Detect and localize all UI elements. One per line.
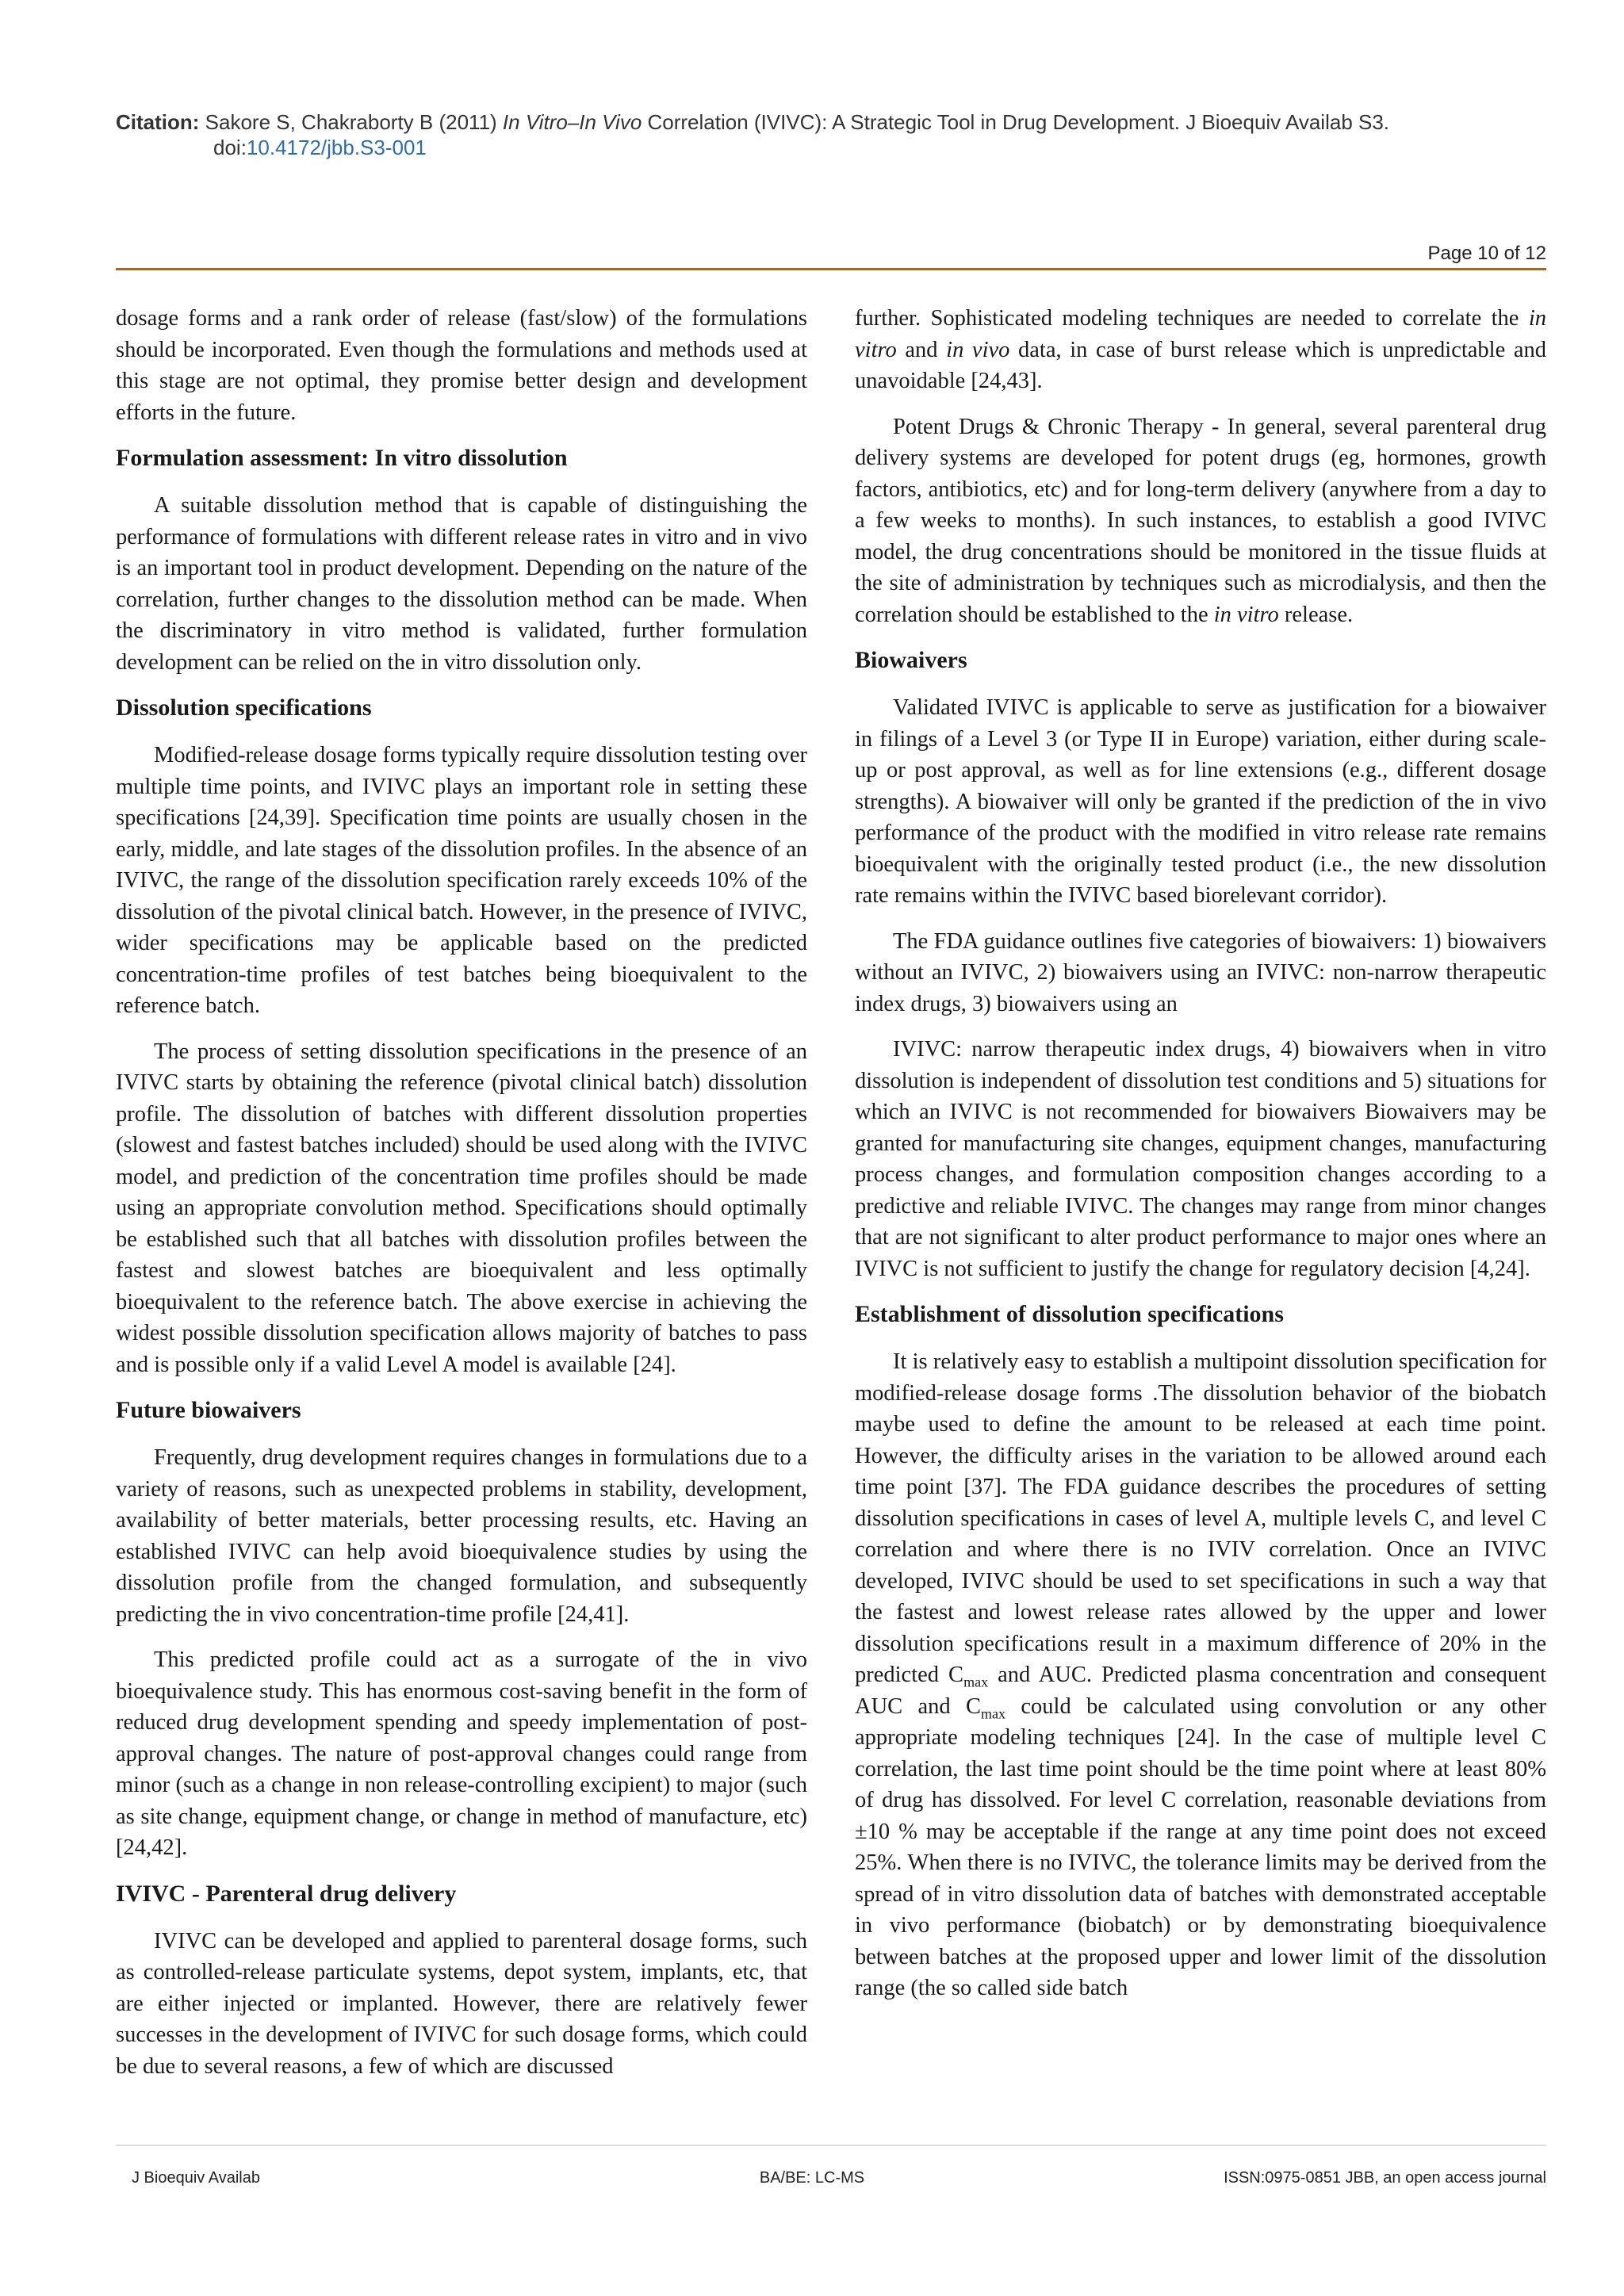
doi-prefix: doi: [213,136,247,159]
citation-title-italic: In Vitro–In Vivo [502,110,642,134]
paragraph: further. Sophisticated modeling techniques are needed to correlate the in vitro and in vivo data, in case of burst release which is unpredictable and unavoidable [24,43]. [855,306,1547,393]
citation-title: Correlation (IVIVC): A Strategic Tool in Drug Development. J Bioequiv Availab S3. [642,110,1390,134]
footer-journal: J Bioequiv Availab [132,2169,260,2187]
section-heading: Future biowaivers [116,1397,301,1423]
section-heading: Formulation assessment: In vitro dissolution [116,445,568,471]
paragraph: This predicted profile could act as a surrogate of the in vivo bioequivalence study. This has enormous cost-saving benefit in the form of reduced drug development spending and speedy implementation of post-approval changes. The nature of post-approval changes could range from minor (such as a change in non release-controlling excipient) to major (such as site change, equipment change, or change in method of manufacture, etc) [24,42]. [116,1647,807,1860]
left-column [116,303,807,2096]
footer-issn: ISSN:0975-0851 JBB, an open access journal [1224,2169,1546,2187]
paragraph: The process of setting dissolution specifications in the presence of an IVIVC starts by obtaining the reference (pivotal clinical batch) dissolution profile. The dissolution of batches with different dissolution properties (slowest and fastest batches included) should be used along with the IVIVC model, and prediction of the concentration time profiles should be made using an appropriate convolution method. Specifications should optimally be established such that all batches with dissolution profiles between the fastest and slowest batches are bioequivalent and less optimally bioequivalent to the reference batch. The above exercise in achieving the widest possible dissolution specification allows majority of batches to pass and is possible only if a valid Level A model is available [24]. [116,1039,807,1377]
page-number: Page 10 of 12 [1427,243,1546,264]
footer-divider [116,2145,1546,2146]
paragraph: dosage forms and a rank order of release (fast/slow) of the formulations should be incorporated. Even though the formulations and methods used at this stage are not optimal, they promise better design and development efforts in the future. [116,306,807,425]
section-heading: Establishment of dissolution specifications [855,1301,1284,1327]
paragraph: IVIVC can be developed and applied to parenteral dosage forms, such as controlled-release particulate systems, depot system, implants, etc, that are either injected or implanted. However, there are relatively fewer successes in the development of IVIVC for such dosage forms, which could be due to several reasons, a few of which are discussed [116,1928,807,2079]
doi-link[interactable]: 10.4172/jbb.S3-001 [246,136,427,159]
paragraph: Validated IVIVC is applicable to serve as justification for a biowaiver in filings of a Level 3 (or Type II in Europe) variation, either during scale-up or post approval, as well as for line extensions (e.g., different dosage strengths). A biowaiver will only be granted if the prediction of the in vivo performance of the product with the modified in vitro release rate remains bioequivalent with the originally tested product (i.e., the new dissolution rate remains within the IVIVC based biorelevant corridor). [855,695,1546,908]
section-heading: Biowaivers [855,647,967,673]
section-heading: IVIVC - Parenteral drug delivery [116,1880,457,1907]
section-heading: Dissolution specifications [116,695,372,721]
citation-label: Citation: [116,110,200,134]
paragraph: A suitable dissolution method that is capable of distinguishing the performance of formulations with different release rates in vitro and in vivo is an important tool in product development. Depending on the nature of the correlation, further changes to the dissolution method can be made. When the discriminatory in vitro method is validated, further formulation development can be relied on the in vitro dissolution only. [116,493,807,675]
footer-topic: BA/BE: LC-MS [759,2169,865,2187]
citation-header [116,109,1546,160]
header-divider [116,268,1546,270]
paragraph: The FDA guidance outlines five categories of biowaivers: 1) biowaivers without an IVIVC, 2) biowaivers using an IVIVC: non-narrow therapeutic index drugs, 3) biowaivers using an [855,928,1546,1016]
right-column [855,303,1546,2019]
paragraph: IVIVC: narrow therapeutic index drugs, 4) biowaivers when in vitro dissolution is independent of dissolution test conditions and 5) situations for which an IVIVC is not recommended for biowaivers Biowaivers may be granted for manufacturing site changes, equipment changes, manufacturing process changes, and formulation composition changes according to a predictive and reliable IVIVC. The changes may range from minor changes that are not significant to alter product performance to major ones where an IVIVC is not sufficient to justify the change for regulatory decision [4,24]. [855,1037,1546,1281]
citation-authors: Sakore S, Chakraborty B (2011) [205,110,503,134]
paragraph: Modified-release dosage forms typically require dissolution testing over multiple time points, and IVIVC plays an important role in setting these specifications [24,39]. Specification time points are usually chosen in the early, middle, and late stages of the dissolution profiles. In the absence of an IVIVC, the range of the dissolution specification rarely exceeds 10% of the dissolution of the pivotal clinical batch. However, in the presence of IVIVC, wider specifications may be applicable based on the predicted concentration-time profiles of test batches being bioequivalent to the reference batch. [116,743,807,1018]
paragraph: Frequently, drug development requires changes in formulations due to a variety of reasons, such as unexpected problems in stability, development, availability of better materials, better processing results, etc. Having an established IVIVC can help avoid bioequivalence studies by using the dissolution profile from the changed formulation, and subsequently predicting the in vivo concentration-time profile [24,41]. [116,1445,807,1627]
paragraph: It is relatively easy to establish a multipoint dissolution specification for modified-release dosage forms .The dissolution behavior of the biobatch maybe used to define the amount to be released at each time point. However, the difficulty arises in the variation to be allowed around each time point [37]. The FDA guidance describes the procedures of setting dissolution specifications in cases of level A, multiple levels C, and level C correlation and where there is no IVIV correlation. Once an IVIVC developed, IVIVC should be used to set specifications in such a way that the fastest and lowest release rates allowed by the upper and lower dissolution specifications result in a maximum difference of 20% in the predicted $C_{max}$ and AUC. Predicted plasma concentration and consequent AUC and $C_{max}$ could be calculated using convolution or any other appropriate modeling techniques [24]. In the case of multiple level C correlation, the last time point should be the time point where at least 80% of drug has dissolved. For level C correlation, reasonable deviations from ±10 % may be acceptable if the range at any time point does not exceed 25%. When there is no IVIVC, the tolerance limits may be derived from the spread of in vitro dissolution data of batches with demonstrated acceptable in vivo performance (biobatch) or by demonstrating bioequivalence between batches at the proposed upper and lower limit of the dissolution range (the so called side batch [855,1349,1546,2000]
paragraph: Potent Drugs & Chronic Therapy - In general, several parenteral drug delivery systems are developed for potent drugs (eg, hormones, growth factors, antibiotics, etc) and for long-term delivery (anywhere from a day to a few weeks to months). In such instances, to establish a good IVIVC model, the drug concentrations should be monitored in the tissue fluids at the site of administration by techniques such as microdialysis, and then the correlation should be established to the in vitro release. [855,414,1546,627]
